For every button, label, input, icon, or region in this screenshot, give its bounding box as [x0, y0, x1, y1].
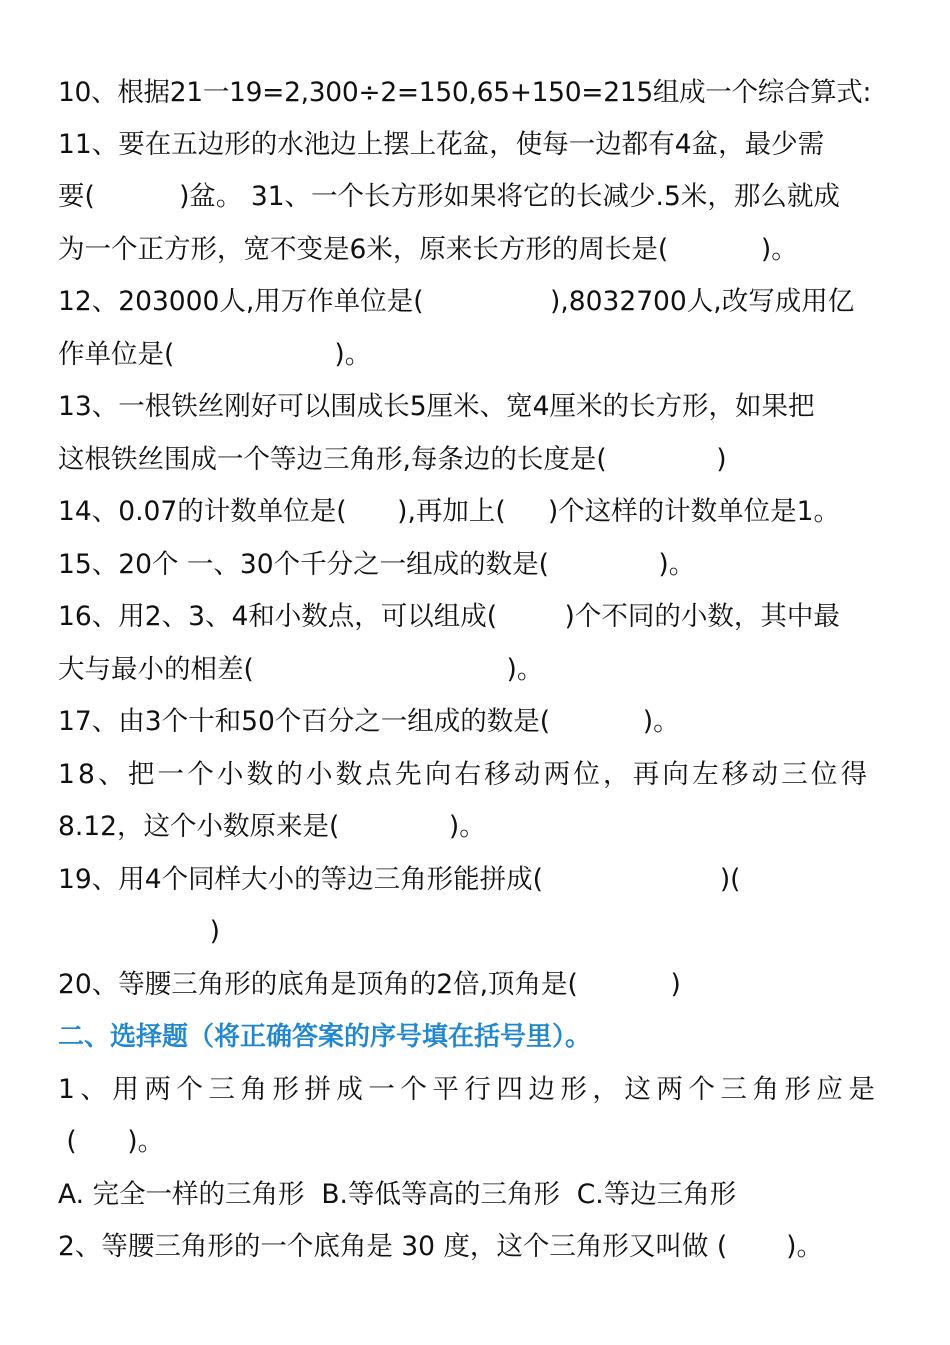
question-14: 14、0.07的计数单位是( ),再加上( )个这样的计数单位是1。 — [58, 496, 841, 527]
question-16-line-1: 16、用2、3、4和小数点，可以组成( )个不同的小数，其中最 — [58, 601, 840, 632]
question-12-line-1: 12、203000人,用万作单位是( ),8032700人,改写成用亿 — [58, 286, 855, 317]
question-18-line-1: 18、把一个小数的小数点先向右移动两位，再向左移动三位得 — [58, 759, 871, 790]
question-19-line-1: 19、用4个同样大小的等边三角形能拼成( )( — [58, 864, 741, 895]
question-15: 15、20个 一、30个千分之一组成的数是( )。 — [58, 549, 696, 580]
question-11-line-3: 为一个正方形，宽不变是6米，原来长方形的周长是( )。 — [58, 234, 798, 265]
choice-1-line-2: ( )。 — [58, 1126, 165, 1157]
question-17: 17、由3个十和50个百分之一组成的数是( )。 — [58, 706, 680, 737]
choice-1-options: A. 完全一样的三角形 B.等低等高的三角形 C.等边三角形 — [58, 1179, 737, 1210]
section-title-choice: 二、选择题（将正确答案的序号填在括号里）。 — [58, 1022, 592, 1052]
question-19-line-2: ) — [58, 916, 220, 947]
question-11-line-1: 11、要在五边形的水池边上摆上花盆，使每一边都有4盆，最少需 — [58, 129, 825, 160]
question-12-line-2: 作单位是( )。 — [58, 339, 372, 370]
question-11-line-2: 要( )盆。 31、一个长方形如果将它的长减少.5米，那么就成 — [58, 181, 840, 212]
question-13-line-2: 这根铁丝围成一个等边三角形,每条边的长度是( ) — [58, 444, 727, 475]
question-18-line-2: 8.12，这个小数原来是( )。 — [58, 811, 486, 842]
question-10: 10、根据21一19=2,300÷2=150,65+150=215组成一个综合算式: — [58, 77, 872, 108]
choice-1-line-1: 1、用两个三角形拼成一个平行四边形，这两个三角形应是 — [58, 1074, 881, 1105]
question-13-line-1: 13、一根铁丝刚好可以围成长5厘米、宽4厘米的长方形，如果把 — [58, 391, 815, 422]
question-20: 20、等腰三角形的底角是顶角的2倍,顶角是( ) — [58, 969, 681, 1000]
choice-2: 2、等腰三角形的一个底角是 30 度，这个三角形又叫做 ( )。 — [58, 1231, 823, 1262]
question-16-line-2: 大与最小的相差( )。 — [58, 654, 544, 685]
